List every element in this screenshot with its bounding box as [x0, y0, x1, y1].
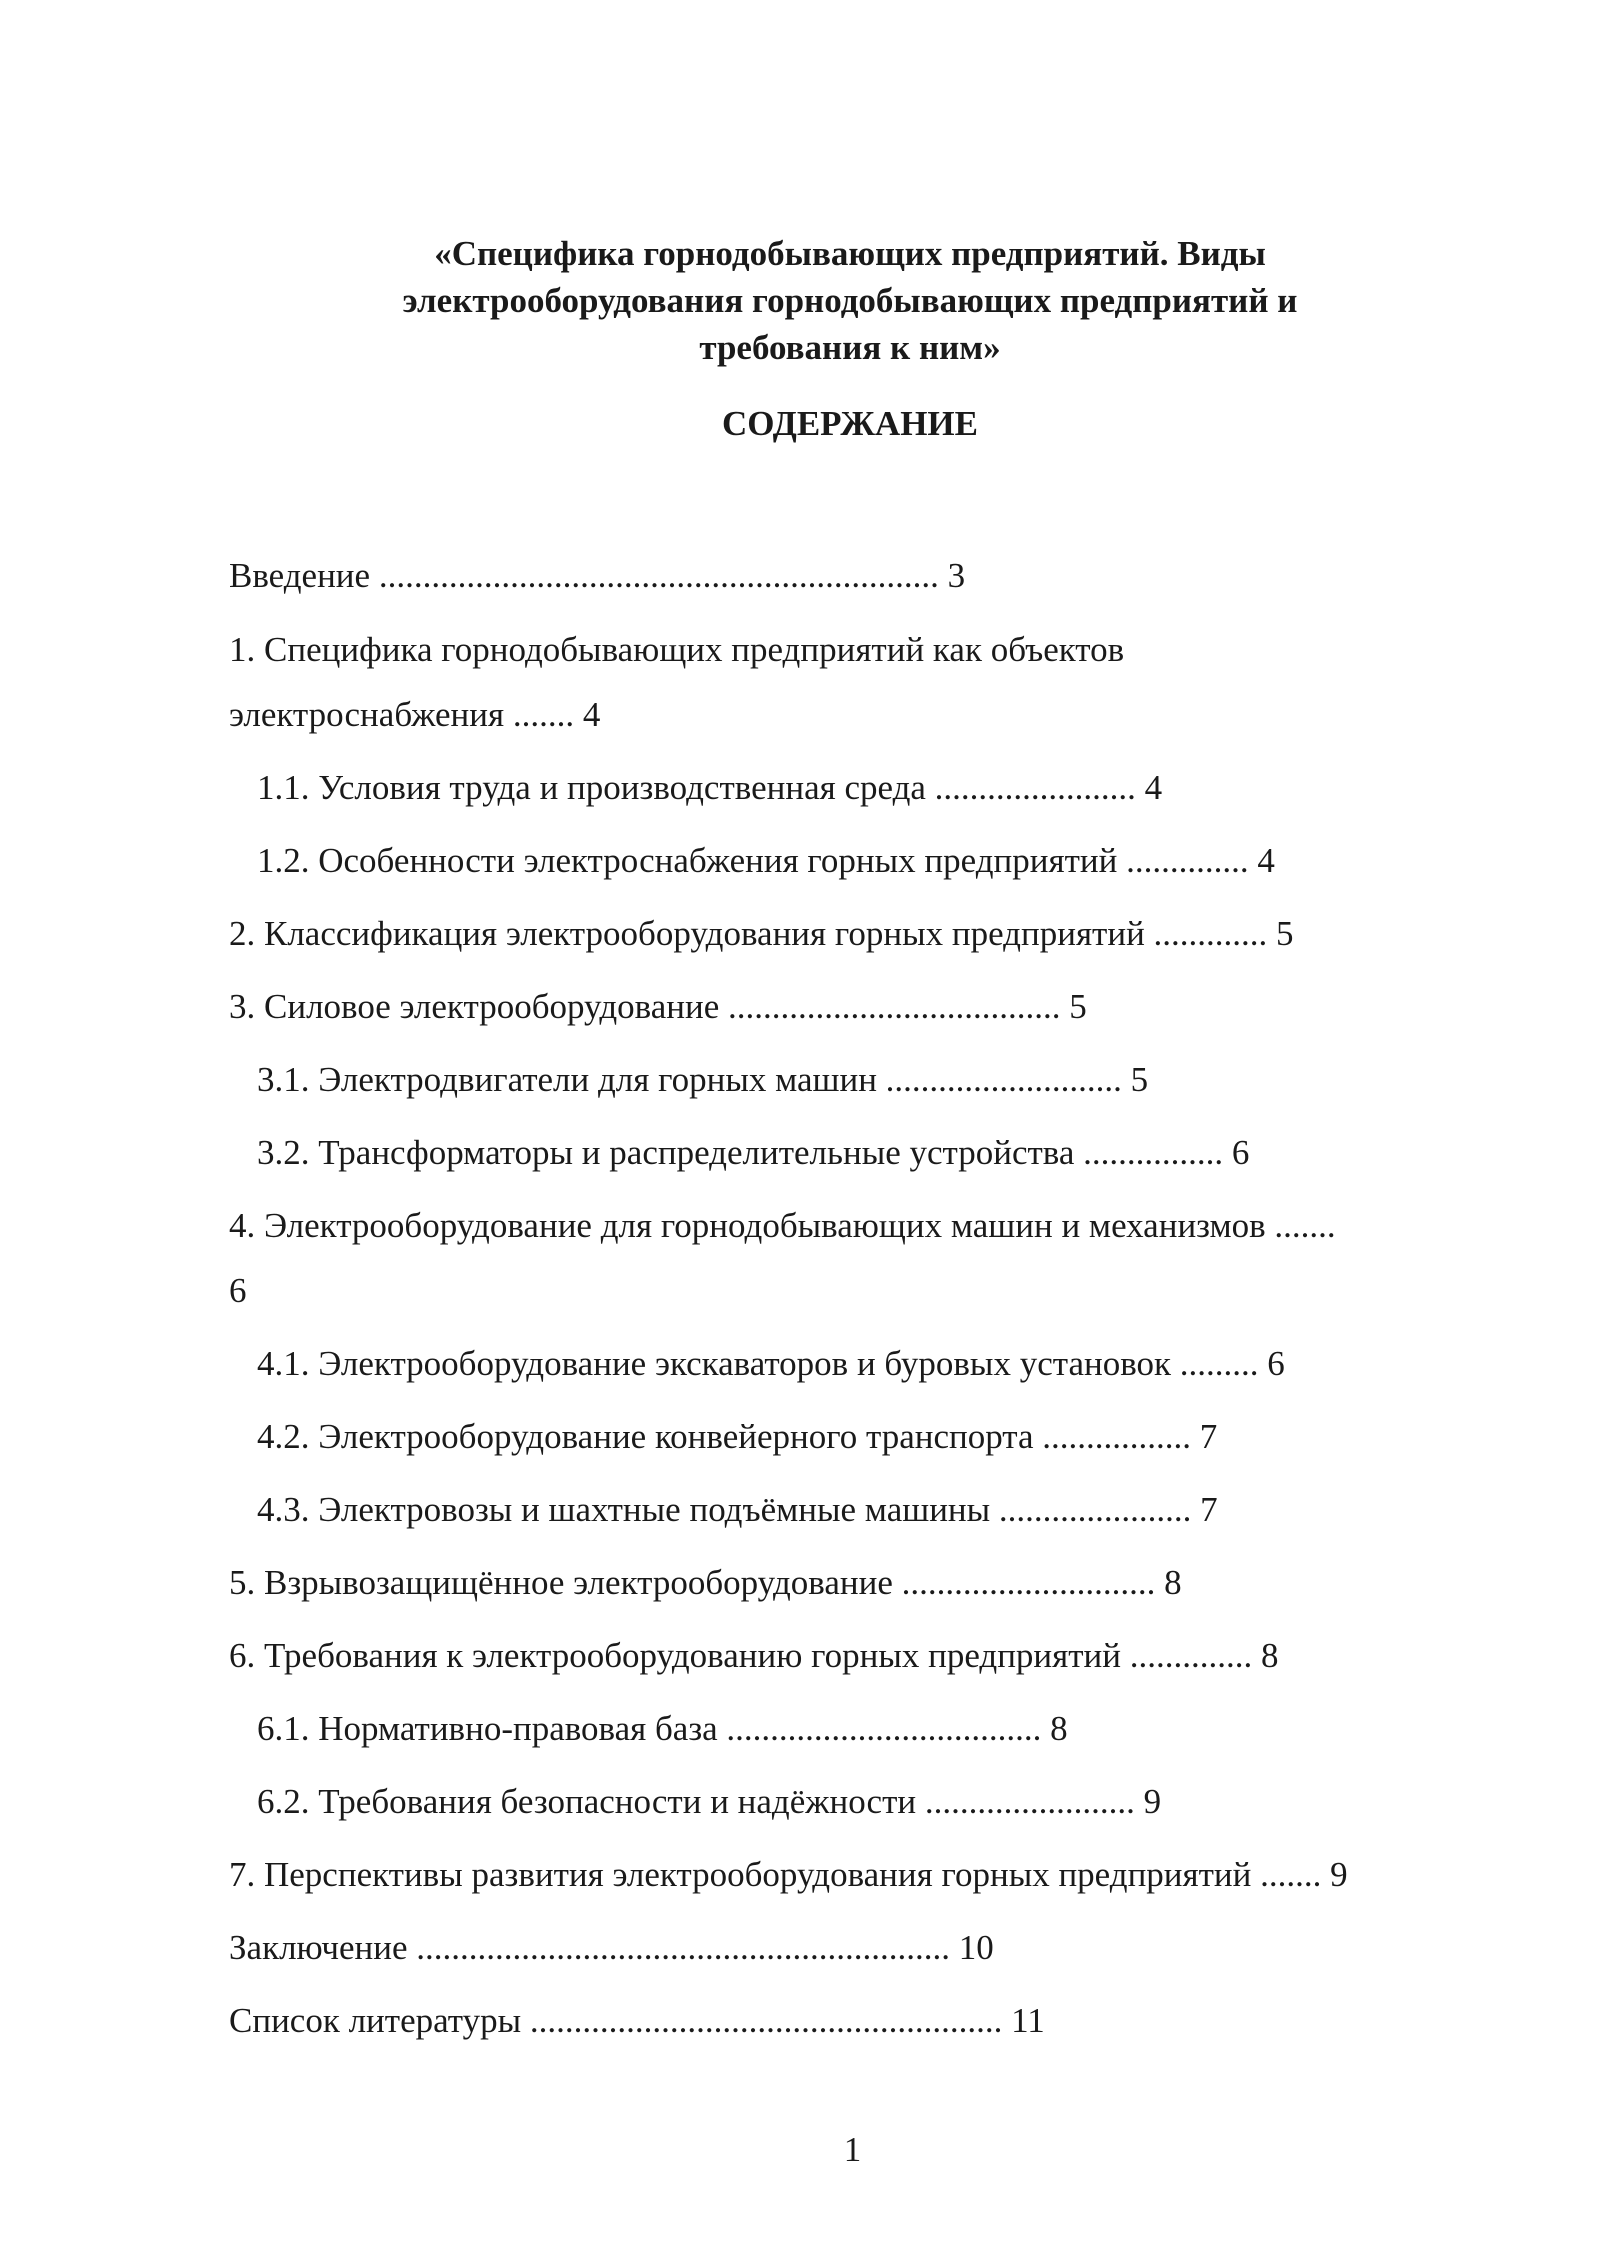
toc-entry: 4.1. Электрооборудование экскаваторов и буровых установок ......... 6: [257, 1344, 1285, 1383]
toc-entry: 1. Специфика горнодобывающих предприятий как объектов: [229, 630, 1125, 669]
toc-entry: 4. Электрооборудование для горнодобывающих машин и механизмов .......: [229, 1206, 1336, 1245]
toc-entry: 3. Силовое электрооборудование ...................................... 5: [229, 987, 1087, 1026]
contents-heading: СОДЕРЖАНИЕ: [721, 404, 978, 443]
toc-entry: 6.1. Нормативно-правовая база .................................... 8: [257, 1709, 1068, 1748]
title-line: электрооборудования горнодобывающих предприятий и: [402, 281, 1298, 320]
page-number: 1: [843, 2130, 862, 2169]
toc-entry: 4.3. Электровозы и шахтные подъёмные машины ...................... 7: [257, 1490, 1218, 1529]
title-line: требования к ним»: [699, 328, 1001, 367]
title-line: «Специфика горнодобывающих предприятий. Виды: [434, 234, 1266, 273]
toc-entry: электроснабжения ....... 4: [229, 695, 601, 734]
toc-entry: 6: [229, 1271, 247, 1310]
toc-entry: 4.2. Электрооборудование конвейерного транспорта ................. 7: [257, 1417, 1218, 1456]
toc-entry: 5. Взрывозащищённое электрооборудование ............................. 8: [229, 1563, 1182, 1602]
toc-entry: Введение ................................................................ 3: [229, 556, 966, 595]
toc-entry: 2. Классификация электрооборудования горных предприятий ............. 5: [229, 914, 1294, 953]
toc-entry: 1.1. Условия труда и производственная среда ....................... 4: [257, 768, 1163, 807]
toc-entry: 6.2. Требования безопасности и надёжности ........................ 9: [257, 1782, 1162, 1821]
toc-entry: 7. Перспективы развития электрооборудования горных предприятий ....... 9: [229, 1855, 1348, 1894]
document-title: [290, 230, 1410, 371]
toc-entry: 6. Требования к электрооборудованию горных предприятий .............. 8: [229, 1636, 1279, 1675]
toc-entry: 3.2. Трансформаторы и распределительные устройства ................ 6: [257, 1133, 1250, 1172]
toc-entry: 1.2. Особенности электроснабжения горных предприятий .............. 4: [257, 841, 1275, 880]
toc-entry: 3.1. Электродвигатели для горных машин ........................... 5: [257, 1060, 1149, 1099]
toc-entry: Заключение ............................................................. 10: [229, 1928, 994, 1967]
toc-entry: Список литературы ...................................................... 11: [229, 2001, 1045, 2040]
